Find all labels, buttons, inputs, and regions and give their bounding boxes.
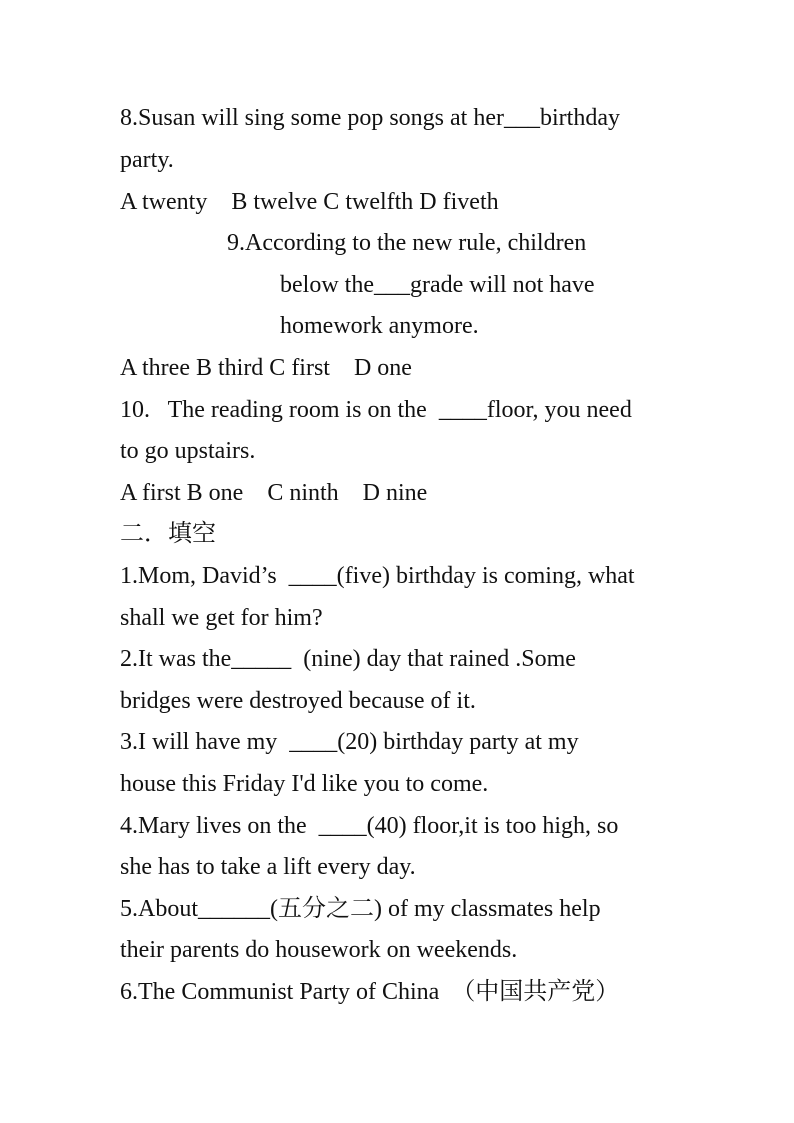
q10-stem-line-2: to go upstairs. bbox=[120, 438, 256, 464]
fill-6-line-1: 6.The Communist Party of China （中国共产党） bbox=[120, 979, 620, 1005]
fill-2-line-2: bridges were destroyed because of it. bbox=[120, 688, 476, 714]
fill-3-line-2: house this Friday I'd like you to come. bbox=[120, 771, 489, 797]
q9-stem-line-1: 9.According to the new rule, children bbox=[227, 230, 587, 256]
fill-1-line-2: shall we get for him? bbox=[120, 605, 323, 631]
fill-4-line-1: 4.Mary lives on the ____(40) floor,it is too high, so bbox=[120, 813, 619, 839]
fill-5-line-2: their parents do housework on weekends. bbox=[120, 937, 518, 963]
fill-3-line-1: 3.I will have my ____(20) birthday party at my bbox=[120, 729, 579, 755]
q9-stem-line-3: homework anymore. bbox=[280, 313, 479, 339]
fill-2-line-1: 2.It was the_____ (nine) day that rained .Some bbox=[120, 646, 576, 672]
q10-stem-line-1: 10. The reading room is on the ____floor, you need bbox=[120, 397, 632, 423]
q10-options: A first B one C ninth D nine bbox=[120, 480, 428, 506]
section-heading: 二．填空 bbox=[120, 521, 216, 547]
q8-options: A twenty B twelve C twelfth D fiveth bbox=[120, 189, 499, 215]
fill-5-line-1: 5.About______(五分之二) of my classmates help bbox=[120, 896, 601, 922]
q9-stem-line-2: below the___grade will not have bbox=[280, 272, 595, 298]
q8-stem-line-1: 8.Susan will sing some pop songs at her___birthday bbox=[120, 105, 620, 131]
q9-options: A three B third C first D one bbox=[120, 355, 412, 381]
fill-4-line-2: she has to take a lift every day. bbox=[120, 854, 416, 880]
fill-1-line-1: 1.Mom, David’s ____(five) birthday is coming, what bbox=[120, 563, 635, 589]
q8-stem-line-2: party. bbox=[120, 147, 174, 173]
